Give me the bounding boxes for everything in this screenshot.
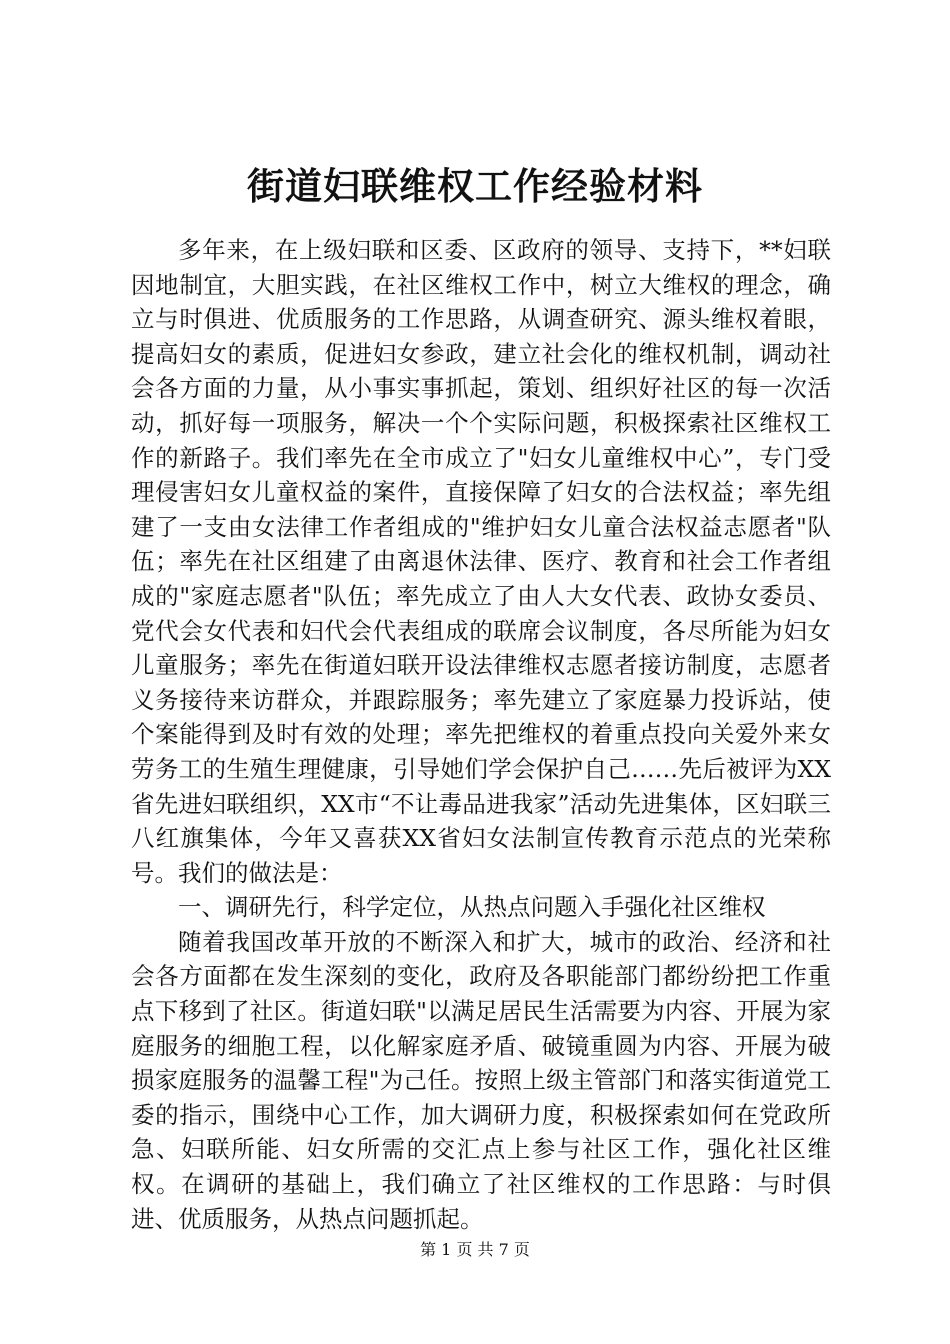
page-number-footer: 第 1 页 共 7 页 — [420, 1240, 530, 1259]
document-body — [131, 233, 831, 1236]
body-paragraph-section-1: 随着我国改革开放的不断深入和扩大，城市的政治、经济和社会各方面都在发生深刻的变化，政府及各职能部门都纷纷把工作重点下移到了社区。街道妇联"以满足居民生活需要为内容、开展为家庭服务的细胞工程，以化解家庭矛盾、破镜重圆为内容、开展为破损家庭服务的温馨工程"为己任。按照上级主管部门和落实街道党工委的指示，围绕中心工作，加大调研力度，积极探索如何在党政所急、妇联所能、妇女所需的交汇点上参与社区工作，强化社区维权。在调研的基础上，我们确立了社区维权的工作思路：与时俱进、优质服务，从热点问题抓起。 — [131, 927, 831, 1233]
section-heading-1: 一、调研先行，科学定位，从热点问题入手强化社区维权 — [178, 893, 766, 922]
document-title: 街道妇联维权工作经验材料 — [247, 164, 703, 208]
body-paragraph-intro: 多年来，在上级妇联和区委、区政府的领导、支持下，**妇联因地制宜，大胆实践，在社区维权工作中，树立大维权的理念，确立与时俱进、优质服务的工作思路，从调查研究、源头维权着眼，提高妇女的素质，促进妇女参政，建立社会化的维权机制，调动社会各方面的力量，从小事实事抓起，策划、组织好社区的每一次活动，抓好每一项服务，解决一个个实际问题，积极探索社区维权工作的新路子。我们率先在全市成立了"妇女儿童维权中心”，专门受理侵害妇女儿童权益的案件，直接保障了妇女的合法权益；率先组建了一支由女法律工作者组成的"维护妇女儿童合法权益志愿者"队伍；率先在社区组建了由离退休法律、医疗、教育和社会工作者组成的"家庭志愿者"队伍；率先成立了由人大女代表、政协女委员、党代会女代表和妇代会代表组成的联席会议制度，各尽所能为妇女儿童服务；率先在街道妇联开设法律维权志愿者接访制度，志愿者义务接待来访群众，并跟踪服务；率先建立了家庭暴力投诉站，使个案能得到及时有效的处理；率先把维权的着重点投向关爱外来女劳务工的生殖生理健康，引导她们学会保护自己……先后被评为XX省先进妇联组织，XX市“不让毒品进我家”活动先进集体，区妇联三八红旗集体，今年又喜获XX省妇女法制宣传教育示范点的光荣称号。我们的做法是： — [131, 236, 831, 887]
